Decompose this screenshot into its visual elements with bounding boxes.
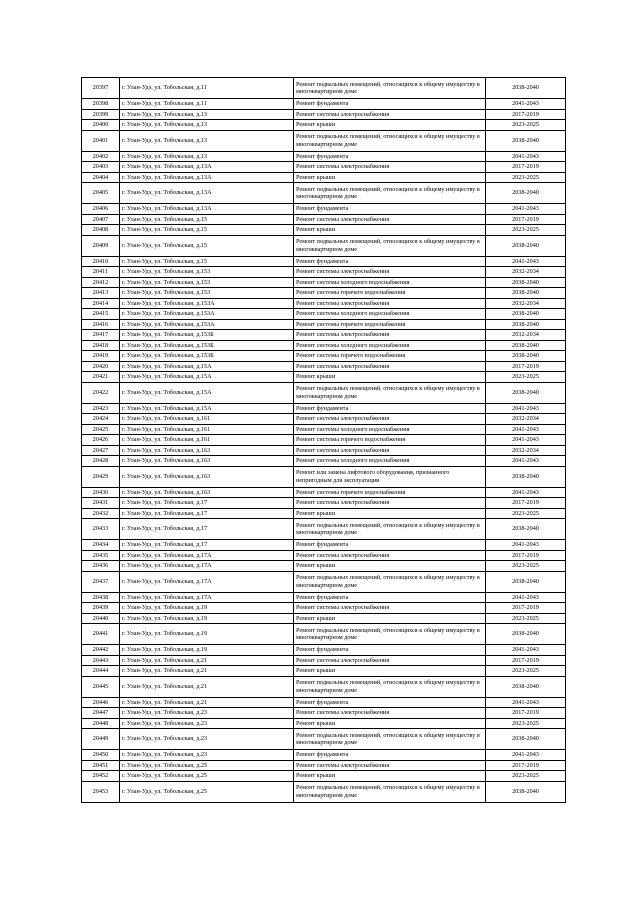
- work-type-cell: Ремонт системы горячего водоснабжения: [294, 435, 486, 446]
- address-cell: г. Улан-Удэ, ул. Тобольская, д.163: [120, 487, 294, 498]
- table-row: [82, 550, 566, 561]
- work-type-cell: Ремонт фундамента: [294, 592, 486, 603]
- table-row: [82, 298, 566, 309]
- period-cell: 2017-2019: [486, 708, 566, 719]
- period-cell: 2038-2040: [486, 382, 566, 403]
- row-number-cell: 20443: [82, 655, 120, 666]
- period-cell: 2041-2043: [486, 697, 566, 708]
- work-type-cell: Ремонт подвальных помещений, относящихся к общему имуществу в многоквартирном доме: [294, 624, 486, 645]
- work-type-cell: Ремонт системы горячего водоснабжения: [294, 288, 486, 299]
- address-cell: г. Улан-Удэ, ул. Тобольская, д.153А: [120, 309, 294, 320]
- address-cell: г. Улан-Удэ, ул. Тобольская, д.153: [120, 277, 294, 288]
- work-type-cell: Ремонт фундамента: [294, 204, 486, 215]
- table-row: [82, 330, 566, 341]
- address-cell: г. Улан-Удэ, ул. Тобольская, д.25: [120, 760, 294, 771]
- period-cell: 2038-2040: [486, 183, 566, 204]
- table-row: [82, 718, 566, 729]
- row-number-cell: 20429: [82, 466, 120, 487]
- address-cell: г. Улан-Удэ, ул. Тобольская, д.17: [120, 519, 294, 540]
- period-cell: 2041-2043: [486, 592, 566, 603]
- address-cell: г. Улан-Удэ, ул. Тобольская, д.17А: [120, 592, 294, 603]
- address-cell: г. Улан-Удэ, ул. Тобольская, д.13А: [120, 204, 294, 215]
- period-cell: 2038-2040: [486, 781, 566, 802]
- work-type-cell: Ремонт фундамента: [294, 697, 486, 708]
- table-row: [82, 151, 566, 162]
- period-cell: 2017-2019: [486, 603, 566, 614]
- period-cell: 2041-2043: [486, 435, 566, 446]
- table-row: [82, 120, 566, 131]
- table-row: [82, 204, 566, 215]
- row-number-cell: 20450: [82, 750, 120, 761]
- table-row: [82, 361, 566, 372]
- period-cell: 2038-2040: [486, 676, 566, 697]
- period-cell: 2032-2034: [486, 267, 566, 278]
- work-type-cell: Ремонт системы электроснабжения: [294, 330, 486, 341]
- table-row: [82, 424, 566, 435]
- period-cell: 2023-2025: [486, 225, 566, 236]
- work-type-cell: Ремонт крыши: [294, 771, 486, 782]
- period-cell: 2038-2040: [486, 78, 566, 99]
- row-number-cell: 20447: [82, 708, 120, 719]
- table-row: [82, 99, 566, 110]
- period-cell: 2017-2019: [486, 550, 566, 561]
- table-row: [82, 760, 566, 771]
- work-type-cell: Ремонт системы электроснабжения: [294, 361, 486, 372]
- work-type-cell: Ремонт фундамента: [294, 540, 486, 551]
- row-number-cell: 20417: [82, 330, 120, 341]
- table-row: [82, 771, 566, 782]
- address-cell: г. Улан-Удэ, ул. Тобольская, д.11: [120, 78, 294, 99]
- work-type-cell: Ремонт системы электроснабжения: [294, 708, 486, 719]
- row-number-cell: 20432: [82, 508, 120, 519]
- period-cell: 2038-2040: [486, 519, 566, 540]
- period-cell: 2017-2019: [486, 361, 566, 372]
- work-type-cell: Ремонт системы электроснабжения: [294, 445, 486, 456]
- work-type-cell: Ремонт крыши: [294, 372, 486, 383]
- address-cell: г. Улан-Удэ, ул. Тобольская, д.13А: [120, 172, 294, 183]
- address-cell: г. Улан-Удэ, ул. Тобольская, д.15А: [120, 361, 294, 372]
- row-number-cell: 20408: [82, 225, 120, 236]
- address-cell: г. Улан-Удэ, ул. Тобольская, д.163: [120, 445, 294, 456]
- period-cell: 2017-2019: [486, 655, 566, 666]
- period-cell: 2023-2025: [486, 508, 566, 519]
- period-cell: 2041-2043: [486, 403, 566, 414]
- period-cell: 2023-2025: [486, 718, 566, 729]
- repair-schedule-table: [81, 77, 566, 803]
- row-number-cell: 20435: [82, 550, 120, 561]
- address-cell: г. Улан-Удэ, ул. Тобольская, д.153А: [120, 319, 294, 330]
- row-number-cell: 20439: [82, 603, 120, 614]
- work-type-cell: Ремонт крыши: [294, 120, 486, 131]
- work-type-cell: Ремонт системы электроснабжения: [294, 550, 486, 561]
- address-cell: г. Улан-Удэ, ул. Тобольская, д.19: [120, 624, 294, 645]
- address-cell: г. Улан-Удэ, ул. Тобольская, д.19: [120, 645, 294, 656]
- row-number-cell: 20448: [82, 718, 120, 729]
- table-row: [82, 309, 566, 320]
- row-number-cell: 20444: [82, 666, 120, 677]
- address-cell: г. Улан-Удэ, ул. Тобольская, д.23: [120, 708, 294, 719]
- row-number-cell: 20425: [82, 424, 120, 435]
- period-cell: 2023-2025: [486, 372, 566, 383]
- table-row: [82, 729, 566, 750]
- address-cell: г. Улан-Удэ, ул. Тобольская, д.15А: [120, 372, 294, 383]
- table-row: [82, 288, 566, 299]
- work-type-cell: Ремонт системы холодного водоснабжения: [294, 309, 486, 320]
- row-number-cell: 20424: [82, 414, 120, 425]
- work-type-cell: Ремонт подвальных помещений, относящихся к общему имуществу в многоквартирном доме: [294, 183, 486, 204]
- work-type-cell: Ремонт подвальных помещений, относящихся к общему имуществу в многоквартирном доме: [294, 78, 486, 99]
- row-number-cell: 20440: [82, 613, 120, 624]
- table-body: [82, 78, 566, 803]
- table-row: [82, 624, 566, 645]
- table-row: [82, 456, 566, 467]
- period-cell: 2041-2043: [486, 204, 566, 215]
- period-cell: 2038-2040: [486, 351, 566, 362]
- period-cell: 2041-2043: [486, 424, 566, 435]
- row-number-cell: 20428: [82, 456, 120, 467]
- table-row: [82, 183, 566, 204]
- table-row: [82, 645, 566, 656]
- table-row: [82, 781, 566, 802]
- period-cell: 2038-2040: [486, 571, 566, 592]
- row-number-cell: 20410: [82, 256, 120, 267]
- row-number-cell: 20441: [82, 624, 120, 645]
- table-row: [82, 676, 566, 697]
- work-type-cell: Ремонт системы электроснабжения: [294, 298, 486, 309]
- row-number-cell: 20420: [82, 361, 120, 372]
- row-number-cell: 20445: [82, 676, 120, 697]
- row-number-cell: 20411: [82, 267, 120, 278]
- work-type-cell: Ремонт крыши: [294, 613, 486, 624]
- period-cell: 2041-2043: [486, 540, 566, 551]
- work-type-cell: Ремонт фундамента: [294, 151, 486, 162]
- period-cell: 2023-2025: [486, 120, 566, 131]
- period-cell: 2041-2043: [486, 750, 566, 761]
- row-number-cell: 20406: [82, 204, 120, 215]
- table-row: [82, 571, 566, 592]
- address-cell: г. Улан-Удэ, ул. Тобольская, д.23: [120, 729, 294, 750]
- period-cell: 2041-2043: [486, 99, 566, 110]
- period-cell: 2038-2040: [486, 624, 566, 645]
- work-type-cell: Ремонт системы горячего водоснабжения: [294, 319, 486, 330]
- address-cell: г. Улан-Удэ, ул. Тобольская, д.17: [120, 498, 294, 509]
- table-row: [82, 666, 566, 677]
- row-number-cell: 20402: [82, 151, 120, 162]
- period-cell: 2023-2025: [486, 666, 566, 677]
- address-cell: г. Улан-Удэ, ул. Тобольская, д.163: [120, 456, 294, 467]
- address-cell: г. Улан-Удэ, ул. Тобольская, д.13А: [120, 183, 294, 204]
- address-cell: г. Улан-Удэ, ул. Тобольская, д.13А: [120, 162, 294, 173]
- row-number-cell: 20430: [82, 487, 120, 498]
- address-cell: г. Улан-Удэ, ул. Тобольская, д.17: [120, 508, 294, 519]
- table-row: [82, 519, 566, 540]
- work-type-cell: Ремонт системы холодного водоснабжения: [294, 277, 486, 288]
- work-type-cell: Ремонт крыши: [294, 666, 486, 677]
- period-cell: 2041-2043: [486, 456, 566, 467]
- work-type-cell: Ремонт подвальных помещений, относящихся к общему имуществу в многоквартирном доме: [294, 571, 486, 592]
- work-type-cell: Ремонт системы холодного водоснабжения: [294, 424, 486, 435]
- table-row: [82, 351, 566, 362]
- table-row: [82, 267, 566, 278]
- row-number-cell: 20414: [82, 298, 120, 309]
- work-type-cell: Ремонт крыши: [294, 225, 486, 236]
- address-cell: г. Улан-Удэ, ул. Тобольская, д.15: [120, 214, 294, 225]
- table-row: [82, 750, 566, 761]
- table-row: [82, 561, 566, 572]
- address-cell: г. Улан-Удэ, ул. Тобольская, д.15А: [120, 403, 294, 414]
- address-cell: г. Улан-Удэ, ул. Тобольская, д.15: [120, 225, 294, 236]
- period-cell: 2023-2025: [486, 613, 566, 624]
- work-type-cell: Ремонт фундамента: [294, 256, 486, 267]
- table-row: [82, 592, 566, 603]
- work-type-cell: Ремонт системы горячего водоснабжения: [294, 487, 486, 498]
- table-row: [82, 498, 566, 509]
- address-cell: г. Улан-Удэ, ул. Тобольская, д.21: [120, 666, 294, 677]
- table-row: [82, 382, 566, 403]
- work-type-cell: Ремонт системы холодного водоснабжения: [294, 456, 486, 467]
- period-cell: 2041-2043: [486, 256, 566, 267]
- address-cell: г. Улан-Удэ, ул. Тобольская, д.15: [120, 256, 294, 267]
- row-number-cell: 20438: [82, 592, 120, 603]
- work-type-cell: Ремонт подвальных помещений, относящихся к общему имуществу в многоквартирном доме: [294, 519, 486, 540]
- work-type-cell: Ремонт подвальных помещений, относящихся к общему имуществу в многоквартирном доме: [294, 130, 486, 151]
- address-cell: г. Улан-Удэ, ул. Тобольская, д.161: [120, 414, 294, 425]
- table-row: [82, 435, 566, 446]
- address-cell: г. Улан-Удэ, ул. Тобольская, д.153Б: [120, 340, 294, 351]
- address-cell: г. Улан-Удэ, ул. Тобольская, д.161: [120, 424, 294, 435]
- row-number-cell: 20412: [82, 277, 120, 288]
- address-cell: г. Улан-Удэ, ул. Тобольская, д.17А: [120, 550, 294, 561]
- address-cell: г. Улан-Удэ, ул. Тобольская, д.161: [120, 435, 294, 446]
- row-number-cell: 20398: [82, 99, 120, 110]
- period-cell: 2017-2019: [486, 760, 566, 771]
- work-type-cell: Ремонт системы электроснабжения: [294, 760, 486, 771]
- row-number-cell: 20401: [82, 130, 120, 151]
- table-row: [82, 403, 566, 414]
- work-type-cell: Ремонт крыши: [294, 718, 486, 729]
- address-cell: г. Улан-Удэ, ул. Тобольская, д.13: [120, 130, 294, 151]
- table-row: [82, 130, 566, 151]
- table-row: [82, 445, 566, 456]
- table-row: [82, 172, 566, 183]
- table-row: [82, 225, 566, 236]
- row-number-cell: 20434: [82, 540, 120, 551]
- address-cell: г. Улан-Удэ, ул. Тобольская, д.21: [120, 697, 294, 708]
- table-row: [82, 214, 566, 225]
- address-cell: г. Улан-Удэ, ул. Тобольская, д.23: [120, 750, 294, 761]
- work-type-cell: Ремонт системы холодного водоснабжения: [294, 340, 486, 351]
- period-cell: 2023-2025: [486, 172, 566, 183]
- table-row: [82, 109, 566, 120]
- row-number-cell: 20436: [82, 561, 120, 572]
- address-cell: г. Улан-Удэ, ул. Тобольская, д.17А: [120, 561, 294, 572]
- work-type-cell: Ремонт или замена лифтового оборудования, признанного непригодным для эксплуатации: [294, 466, 486, 487]
- table-row: [82, 613, 566, 624]
- table-row: [82, 487, 566, 498]
- period-cell: 2023-2025: [486, 771, 566, 782]
- row-number-cell: 20446: [82, 697, 120, 708]
- address-cell: г. Улан-Удэ, ул. Тобольская, д.17А: [120, 571, 294, 592]
- row-number-cell: 20427: [82, 445, 120, 456]
- period-cell: 2032-2034: [486, 414, 566, 425]
- period-cell: 2041-2043: [486, 151, 566, 162]
- row-number-cell: 20403: [82, 162, 120, 173]
- address-cell: г. Улан-Удэ, ул. Тобольская, д.25: [120, 771, 294, 782]
- table-row: [82, 603, 566, 614]
- row-number-cell: 20453: [82, 781, 120, 802]
- row-number-cell: 20418: [82, 340, 120, 351]
- row-number-cell: 20405: [82, 183, 120, 204]
- work-type-cell: Ремонт системы электроснабжения: [294, 655, 486, 666]
- address-cell: г. Улан-Удэ, ул. Тобольская, д.153: [120, 288, 294, 299]
- row-number-cell: 20433: [82, 519, 120, 540]
- row-number-cell: 20397: [82, 78, 120, 99]
- table-row: [82, 540, 566, 551]
- address-cell: г. Улан-Удэ, ул. Тобольская, д.13: [120, 109, 294, 120]
- work-type-cell: Ремонт системы электроснабжения: [294, 603, 486, 614]
- table-row: [82, 508, 566, 519]
- period-cell: 2038-2040: [486, 235, 566, 256]
- row-number-cell: 20421: [82, 372, 120, 383]
- period-cell: 2041-2043: [486, 487, 566, 498]
- table-row: [82, 162, 566, 173]
- table-row: [82, 78, 566, 99]
- table-row: [82, 319, 566, 330]
- address-cell: г. Улан-Удэ, ул. Тобольская, д.15: [120, 235, 294, 256]
- address-cell: г. Улан-Удэ, ул. Тобольская, д.153А: [120, 298, 294, 309]
- work-type-cell: Ремонт фундамента: [294, 645, 486, 656]
- row-number-cell: 20442: [82, 645, 120, 656]
- work-type-cell: Ремонт системы горячего водоснабжения: [294, 351, 486, 362]
- work-type-cell: Ремонт системы электроснабжения: [294, 267, 486, 278]
- row-number-cell: 20409: [82, 235, 120, 256]
- address-cell: г. Улан-Удэ, ул. Тобольская, д.19: [120, 613, 294, 624]
- table-row: [82, 697, 566, 708]
- table-row: [82, 372, 566, 383]
- address-cell: г. Улан-Удэ, ул. Тобольская, д.19: [120, 603, 294, 614]
- work-type-cell: Ремонт подвальных помещений, относящихся к общему имуществу в многоквартирном доме: [294, 235, 486, 256]
- row-number-cell: 20413: [82, 288, 120, 299]
- address-cell: г. Улан-Удэ, ул. Тобольская, д.21: [120, 655, 294, 666]
- work-type-cell: Ремонт системы электроснабжения: [294, 498, 486, 509]
- address-cell: г. Улан-Удэ, ул. Тобольская, д.17: [120, 540, 294, 551]
- row-number-cell: 20404: [82, 172, 120, 183]
- work-type-cell: Ремонт подвальных помещений, относящихся к общему имуществу в многоквартирном доме: [294, 781, 486, 802]
- work-type-cell: Ремонт крыши: [294, 561, 486, 572]
- row-number-cell: 20452: [82, 771, 120, 782]
- address-cell: г. Улан-Удэ, ул. Тобольская, д.153Б: [120, 330, 294, 341]
- address-cell: г. Улан-Удэ, ул. Тобольская, д.153: [120, 267, 294, 278]
- address-cell: г. Улан-Удэ, ул. Тобольская, д.21: [120, 676, 294, 697]
- row-number-cell: 20399: [82, 109, 120, 120]
- period-cell: 2017-2019: [486, 498, 566, 509]
- row-number-cell: 20407: [82, 214, 120, 225]
- period-cell: 2023-2025: [486, 561, 566, 572]
- row-number-cell: 20419: [82, 351, 120, 362]
- row-number-cell: 20437: [82, 571, 120, 592]
- work-type-cell: Ремонт фундамента: [294, 99, 486, 110]
- period-cell: 2038-2040: [486, 729, 566, 750]
- period-cell: 2038-2040: [486, 319, 566, 330]
- period-cell: 2017-2019: [486, 162, 566, 173]
- table-row: [82, 708, 566, 719]
- row-number-cell: 20451: [82, 760, 120, 771]
- work-type-cell: Ремонт крыши: [294, 172, 486, 183]
- row-number-cell: 20422: [82, 382, 120, 403]
- address-cell: г. Улан-Удэ, ул. Тобольская, д.163: [120, 466, 294, 487]
- period-cell: 2038-2040: [486, 288, 566, 299]
- period-cell: 2017-2019: [486, 109, 566, 120]
- work-type-cell: Ремонт подвальных помещений, относящихся к общему имуществу в многоквартирном доме: [294, 382, 486, 403]
- period-cell: 2032-2034: [486, 330, 566, 341]
- work-type-cell: Ремонт системы электроснабжения: [294, 214, 486, 225]
- period-cell: 2017-2019: [486, 214, 566, 225]
- period-cell: 2038-2040: [486, 130, 566, 151]
- address-cell: г. Улан-Удэ, ул. Тобольская, д.13: [120, 120, 294, 131]
- work-type-cell: Ремонт системы электроснабжения: [294, 109, 486, 120]
- work-type-cell: Ремонт фундамента: [294, 750, 486, 761]
- work-type-cell: Ремонт крыши: [294, 508, 486, 519]
- period-cell: 2032-2034: [486, 298, 566, 309]
- row-number-cell: 20416: [82, 319, 120, 330]
- table-row: [82, 235, 566, 256]
- table-row: [82, 340, 566, 351]
- table-row: [82, 655, 566, 666]
- period-cell: 2041-2043: [486, 645, 566, 656]
- work-type-cell: Ремонт системы электроснабжения: [294, 414, 486, 425]
- address-cell: г. Улан-Удэ, ул. Тобольская, д.11: [120, 99, 294, 110]
- table-row: [82, 256, 566, 267]
- address-cell: г. Улан-Удэ, ул. Тобольская, д.25: [120, 781, 294, 802]
- period-cell: 2038-2040: [486, 340, 566, 351]
- row-number-cell: 20423: [82, 403, 120, 414]
- address-cell: г. Улан-Удэ, ул. Тобольская, д.153Б: [120, 351, 294, 362]
- work-type-cell: Ремонт системы электроснабжения: [294, 162, 486, 173]
- table-row: [82, 414, 566, 425]
- work-type-cell: Ремонт подвальных помещений, относящихся к общему имуществу в многоквартирном доме: [294, 676, 486, 697]
- work-type-cell: Ремонт фундамента: [294, 403, 486, 414]
- address-cell: г. Улан-Удэ, ул. Тобольская, д.13: [120, 151, 294, 162]
- period-cell: 2032-2034: [486, 445, 566, 456]
- work-type-cell: Ремонт подвальных помещений, относящихся к общему имуществу в многоквартирном доме: [294, 729, 486, 750]
- period-cell: 2038-2040: [486, 309, 566, 320]
- table-row: [82, 466, 566, 487]
- address-cell: г. Улан-Удэ, ул. Тобольская, д.23: [120, 718, 294, 729]
- row-number-cell: 20426: [82, 435, 120, 446]
- address-cell: г. Улан-Удэ, ул. Тобольская, д.15А: [120, 382, 294, 403]
- row-number-cell: 20449: [82, 729, 120, 750]
- period-cell: 2038-2040: [486, 466, 566, 487]
- table-row: [82, 277, 566, 288]
- row-number-cell: 20431: [82, 498, 120, 509]
- row-number-cell: 20400: [82, 120, 120, 131]
- period-cell: 2038-2040: [486, 277, 566, 288]
- row-number-cell: 20415: [82, 309, 120, 320]
